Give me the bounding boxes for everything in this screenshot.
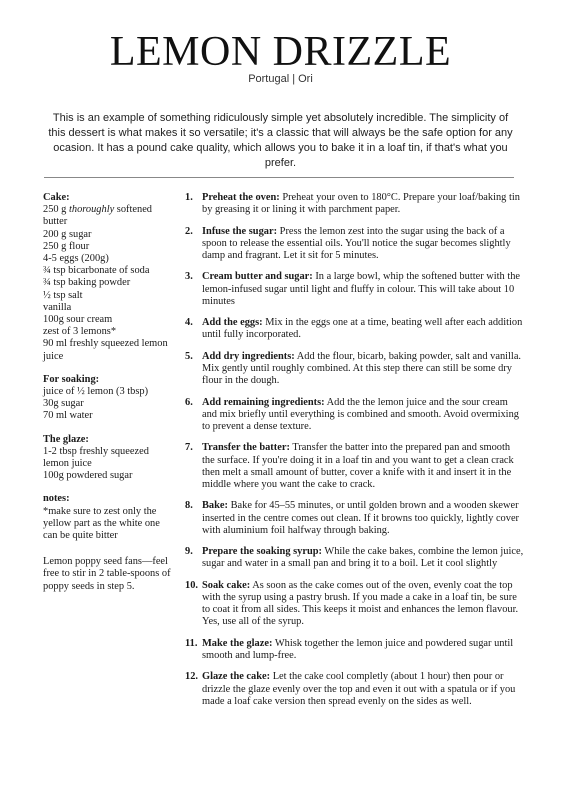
step-name: Add the eggs: — [202, 317, 263, 329]
ingredient-item: 4-5 eggs (200g) — [43, 253, 109, 265]
soaking-ingredients — [43, 374, 175, 423]
step-item — [185, 580, 525, 629]
step-body — [202, 638, 525, 662]
ingredient-item: juice of ½ lemon (3 tbsp) — [43, 386, 149, 398]
step-number: 11. — [185, 637, 198, 649]
step-number: 6. — [185, 396, 193, 408]
step-text: Mix in the eggs one at a time, beating well after each addition until fully incorporated. — [202, 317, 523, 341]
ingredient-item: 250 g flour — [43, 240, 90, 252]
step-number: 2. — [185, 225, 193, 237]
steps-column — [185, 192, 525, 717]
step-item — [185, 397, 525, 434]
recipe-title: LEMON DRIZZLE — [109, 29, 452, 75]
cake-ingredients — [43, 192, 175, 363]
step-text: Let the cake cool completly (about 1 hour) then pour or drizzle the glaze evenly over the top and even it out with a spatula or if you made a loaf cake version then spread evenly on the sides as well. — [202, 671, 516, 707]
step-text: Add the flour, bicarb, baking powder, salt and vanilla. Mix gently until roughly combined. At this step there can still be some dry flour in the dough. — [202, 350, 522, 387]
step-name: Soak cake: — [202, 579, 251, 591]
step-body — [202, 580, 525, 629]
ingredient-item: 90 ml freshly squeezed lemon juice — [43, 338, 168, 362]
step-text: Preheat your oven to 180°C. Prepare your loaf/baking tin by greasing it or lining it with parchment paper. — [202, 192, 520, 216]
step-body — [202, 671, 525, 708]
ingredient-item: 1-2 tbsp freshly squeezed lemon juice — [43, 445, 149, 470]
ingredient-text: softened butter — [43, 204, 153, 228]
ingredients-column — [43, 192, 175, 593]
ingredient-item — [43, 204, 175, 228]
step-number: 10. — [185, 579, 198, 591]
step-item — [185, 546, 525, 570]
step-text: While the cake bakes, combine the lemon juice, sugar and water in a small pan and bring it to a boil. Let it cool slightly — [202, 546, 524, 570]
notes-section-title: notes: — [43, 493, 70, 505]
step-name: Bake: — [202, 500, 228, 512]
poppy-seed-tip: Lemon poppy seed fans—feel free to stir in 2 table-spoons of poppy seeds in step 5. — [43, 556, 171, 592]
step-body — [202, 351, 525, 388]
step-number: 1. — [185, 192, 193, 203]
step-name: Transfer the batter: — [202, 442, 290, 454]
step-body — [202, 317, 525, 341]
note-item: *make sure to zest only the yellow part as the white one can be quite bitter — [43, 505, 160, 542]
step-number: 8. — [185, 500, 193, 512]
step-name: Prepare the soaking syrup: — [202, 546, 322, 558]
step-number: 9. — [185, 546, 193, 558]
ingredient-item: ½ tsp salt — [43, 289, 83, 301]
ingredient-emphasis: thoroughly — [68, 204, 115, 216]
step-body — [202, 500, 525, 537]
step-item — [185, 317, 525, 341]
recipe-notes — [43, 493, 175, 542]
cake-section-title: Cake: — [43, 192, 70, 203]
step-name: Preheat the oven: — [202, 192, 280, 203]
ingredient-item: 30g sugar — [43, 398, 84, 410]
step-text: Press the lemon zest into the sugar using the back of a spoon to release the essential oils. You'll notice the sugar becomes slightly damp and fragrant. Let it sit for 5 minutes. — [202, 225, 511, 261]
ingredient-item: 70 ml water — [43, 410, 93, 422]
step-text: Whisk together the lemon juice and powdered sugar until smooth and lump-free. — [202, 637, 514, 661]
step-name: Add remaining ingredients: — [202, 396, 325, 408]
glaze-section-title: The glaze: — [43, 433, 89, 445]
step-item — [185, 671, 525, 708]
step-text: As soon as the cake comes out of the oven, evenly coat the top with the syrup using a pastry brush. If you made a cake in a loaf tin, be sure to coat it from all sides. This keeps it moist and enhances the lemon flavour. Yes, use all of the syrup. — [202, 579, 519, 628]
ingredient-item: zest of 3 lemons* — [43, 326, 117, 338]
step-name: Cream butter and sugar: — [202, 271, 313, 283]
step-body — [202, 397, 525, 434]
step-name: Infuse the sugar: — [202, 225, 278, 237]
step-item — [185, 226, 525, 263]
glaze-ingredients — [43, 434, 175, 483]
step-item — [185, 351, 525, 388]
step-item — [185, 442, 525, 491]
ingredient-item: 100g sour cream — [43, 314, 113, 326]
ingredient-item: vanilla — [43, 301, 72, 313]
step-text: Add the the lemon juice and the sour cream and mix briefly until everything is combined and smooth. Avoid overmixing to prevent a dense texture. — [202, 396, 519, 432]
ingredient-item: ¾ tsp bicarbonate of soda — [43, 265, 150, 277]
step-name: Make the glaze: — [202, 637, 273, 649]
step-body — [202, 546, 525, 570]
step-text: In a large bowl, whip the softened butter with the lemon-infused sugar until light and fluffy in colour. This will take about 10 minutes — [202, 271, 521, 307]
recipe-intro: This is an example of something ridiculously simple yet absolutely incredible. The simplicity of this dessert is what makes it so versatile; it's a classic that will always be the safe option for any ocasion. It has a pound cake quality, which allows you to bake it in a loaf tin, if that's what you prefer. — [48, 112, 513, 169]
ingredient-item: ¾ tsp baking powder — [43, 277, 131, 289]
step-body — [202, 442, 525, 491]
step-name: Add dry ingredients: — [202, 350, 295, 362]
step-number: 12. — [185, 671, 198, 683]
header-divider — [44, 177, 514, 178]
step-name: Glaze the cake: — [202, 671, 271, 683]
step-item — [185, 271, 525, 308]
step-number: 3. — [185, 271, 193, 283]
ingredient-item: 100g powdered sugar — [43, 470, 133, 482]
ingredient-text: 250 g — [43, 204, 69, 216]
step-body — [202, 271, 525, 308]
step-text: Transfer the batter into the prepared pan and smooth the surface. If you're doing it in a loaf tin and you want to get a clean crack then melt a small amount of butter, cover a knife with it and insert it in the middle where you want the cake to crack. — [202, 442, 514, 490]
step-body — [202, 192, 525, 216]
step-number: 5. — [185, 350, 193, 362]
step-number: 4. — [185, 317, 193, 329]
soaking-section-title: For soaking: — [43, 373, 100, 385]
step-item — [185, 192, 525, 216]
step-text: Bake for 45–55 minutes, or until golden brown and a wooden skewer inserted in the centre comes out clean. If it browns too quickly, lightly cover with aluminium foil halfway through baking. — [202, 500, 520, 536]
step-item — [185, 638, 525, 662]
ingredient-item: 200 g sugar — [43, 228, 92, 240]
step-item — [185, 500, 525, 537]
step-number: 7. — [185, 442, 193, 454]
recipe-subtitle: Portugal | Ori — [248, 73, 313, 85]
step-body — [202, 226, 525, 263]
